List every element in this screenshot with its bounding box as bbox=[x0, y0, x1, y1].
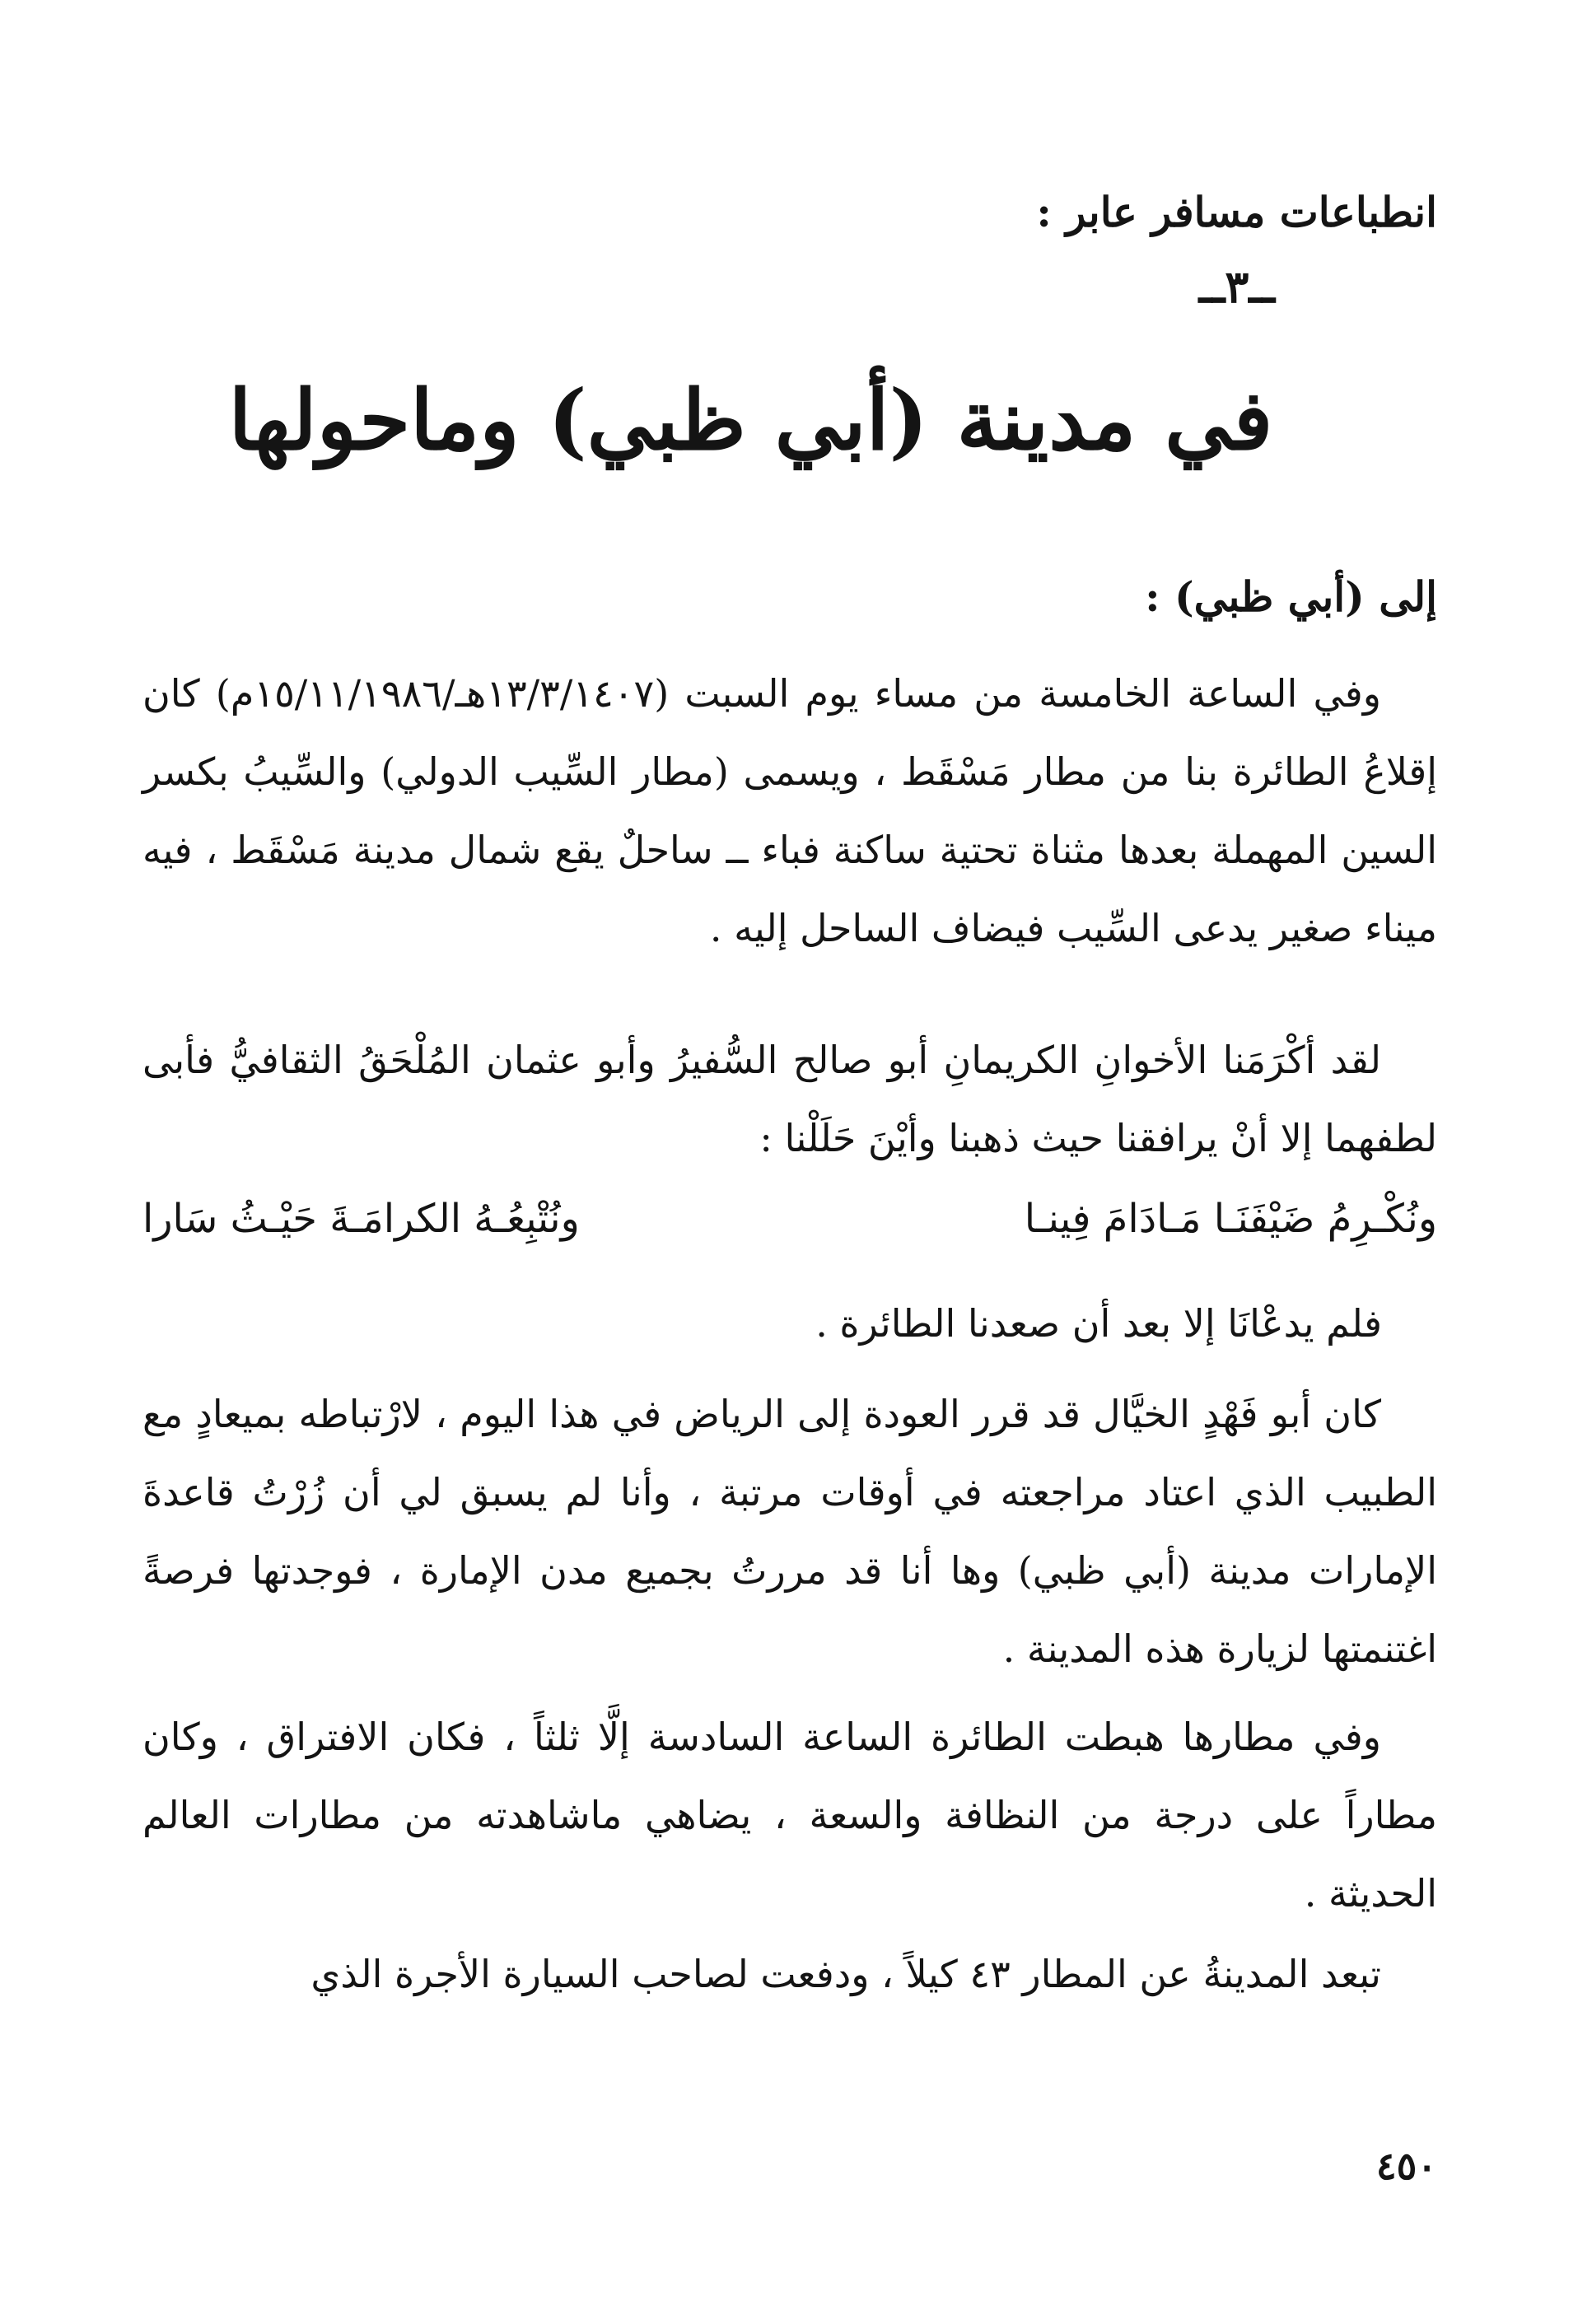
verse-hemistich-1: ونُكْـرِمُ ضَيْفَنَـا مَـادَامَ فِينـا bbox=[1024, 1196, 1437, 1242]
chapter-number: ــ٣ــ bbox=[1198, 260, 1275, 313]
paragraph-5: تبعد المدينةُ عن المطار ٤٣ كيلاً ، ودفعت لصاحب السيارة الأجرة الذي bbox=[310, 1952, 1381, 1996]
post-verse-line: فلم يدعْانَا إلا بعد أن صعدنا الطائرة . bbox=[815, 1301, 1382, 1346]
paragraph-3: كان أبو فَهْدٍ الخيَّال قد قرر العودة إلى الرياض في هذا اليوم ، لارْتباطه بميعادٍ مع الطبيب الذي اعتاد مراجعته في أوقات مرتبة ، وأنا لم يسبق لي أن زُرْتُ قاعدةَ الإمارات مدينة (أبي ظبي) وها أنا قد مررتُ بجميع مدن الإمارة ، فوجدتها فرصةً اغتنمتها لزيارة هذه المدينة . bbox=[142, 1392, 1437, 1671]
verse-hemistich-2: ونُتْبِعُـهُ الكرامَـةَ حَيْـثُ سَارا bbox=[142, 1196, 580, 1242]
paragraph-2: لقد أكْرَمَنا الأخوانِ الكريمانِ أبو صالح السُّفيرُ وأبو عثمان المُلْحَقُ الثقافيُّ فأبى لطفهما إلا أنْ يرافقنا حيث ذهبنا وأيْنَ حَلَلْنا : bbox=[142, 1038, 1437, 1160]
section-heading: إلى (أبي ظبي) : bbox=[1145, 572, 1437, 621]
paragraph-1: وفي الساعة الخامسة من مساء يوم السبت (١٣/٣/١٤٠٧هـ/١٥/١١/١٩٨٦م) كان إقلاعُ الطائرة بنا من مطار مَسْقَط ، ويسمى (مطار السِّيب الدولي) والسِّيبُ بكسر السين المهملة بعدها مثناة تحتية ساكنة فباء ــ ساحلٌ يقع شمال مدينة مَسْقَط ، فيه ميناء صغير يدعى السِّيب فيضاف الساحل إليه . bbox=[142, 671, 1437, 950]
page-number: ٤٥٠ bbox=[1375, 2144, 1437, 2188]
poem-verse bbox=[142, 1178, 1437, 1260]
running-header: انطباعات مسافر عابر : bbox=[1036, 188, 1437, 236]
paragraph-4: وفي مطارها هبطت الطائرة الساعة السادسة إلَّا ثلثاً ، فكان الافتراق ، وكان مطاراً على درجة من النظافة والسعة ، يضاهي ماشاهدته من مطارات العالم الحديثة . bbox=[142, 1715, 1437, 1916]
chapter-title: في مدينة (أبي ظبي) وماحولها bbox=[228, 371, 1273, 469]
